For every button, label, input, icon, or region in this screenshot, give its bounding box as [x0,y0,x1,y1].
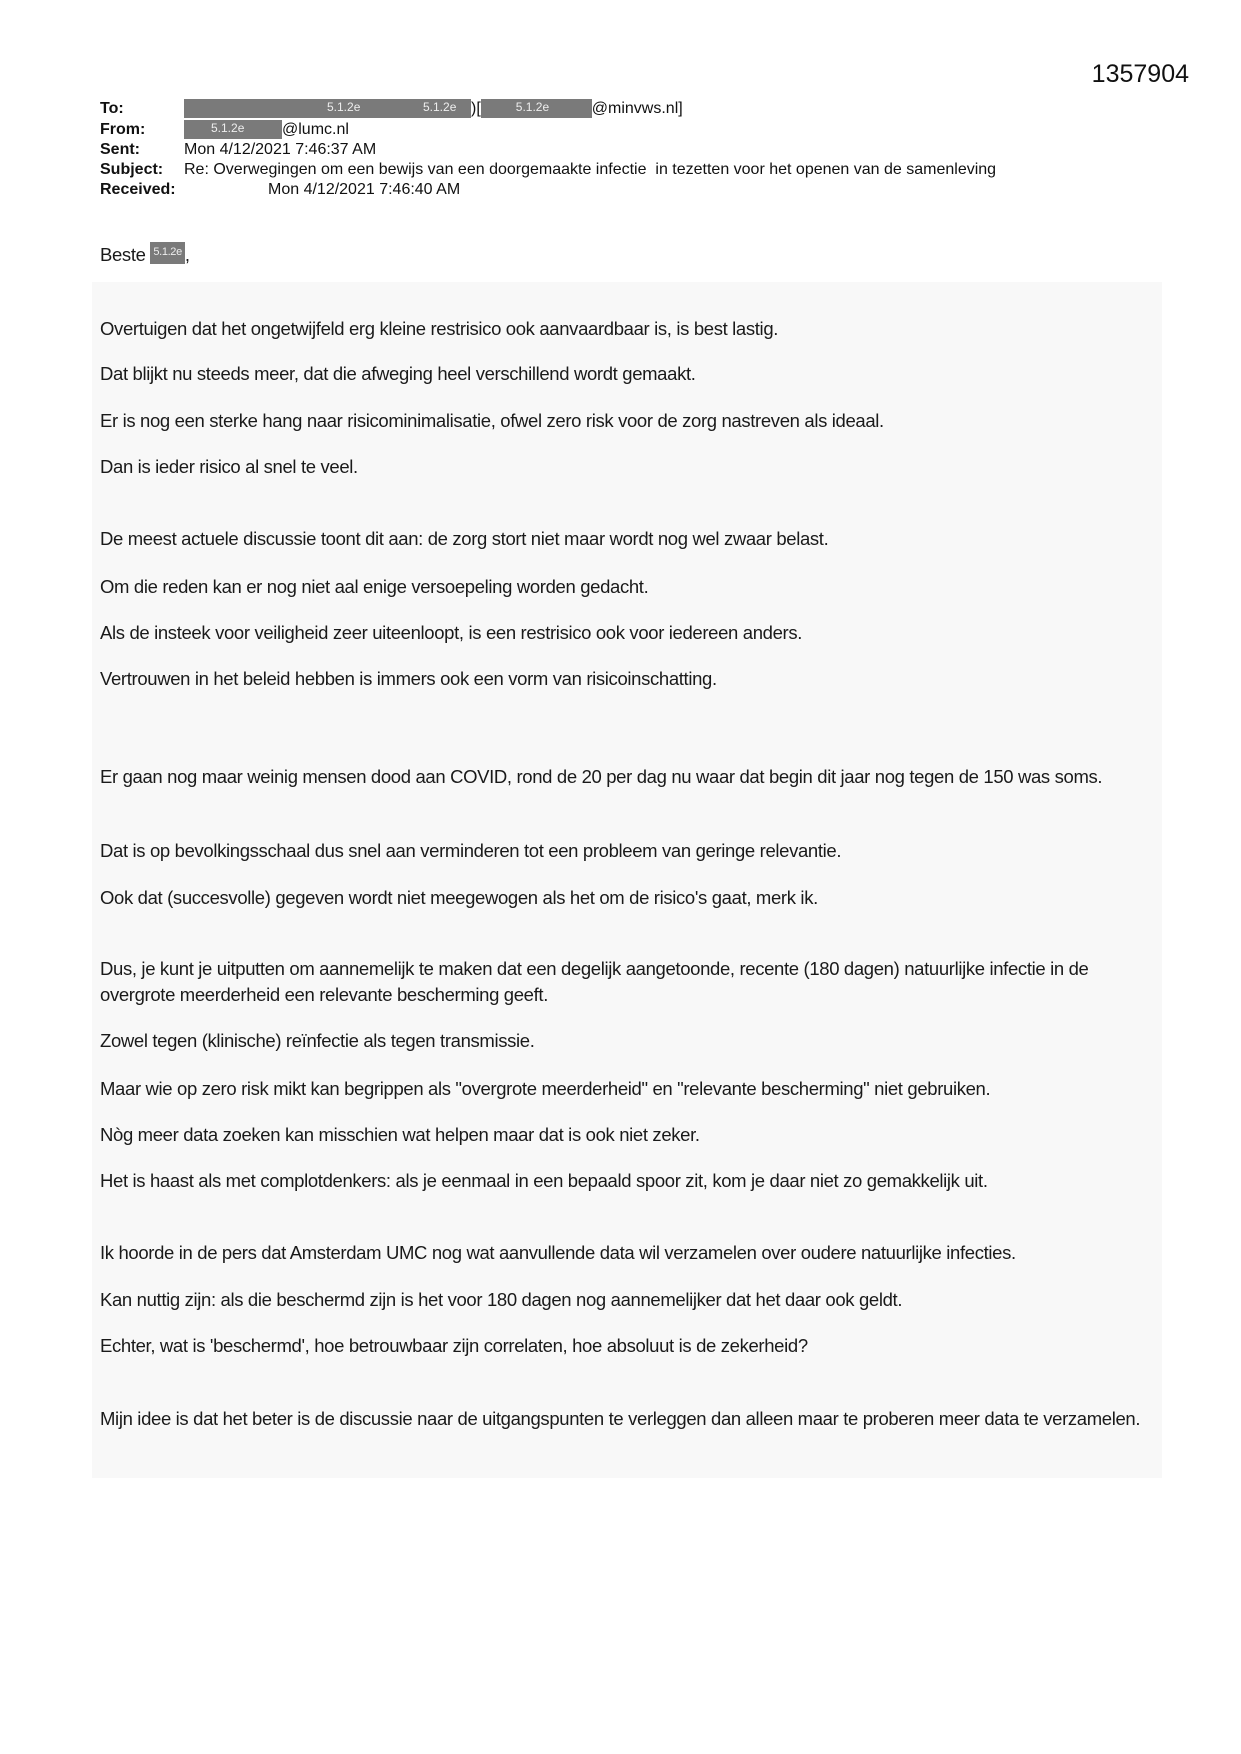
document-number: 1357904 [1091,60,1189,88]
received-value: Mon 4/12/2021 7:46:40 AM [268,181,461,198]
paragraph: Er gaan nog maar weinig mensen dood aan COVID, rond de 20 per dag nu waar dat begin dit jaar nog tegen de 150 was soms. [100,766,1103,787]
redaction-box [184,120,282,139]
from-value [184,120,349,140]
paragraph: Mijn idee is dat het beter is de discussie naar de uitgangspunten te verleggen dan alleen maar te proberen meer data te verzamelen. [100,1408,1141,1429]
received-label: Received: [100,181,176,198]
paragraph: Dat blijkt nu steeds meer, dat die afweging heel verschillend wordt gemaakt. [100,363,696,384]
paragraph: Kan nuttig zijn: als die beschermd zijn is het voor 180 dagen nog aannemelijker dat het daar ook geldt. [100,1289,903,1310]
redaction-code: 5.1.2e [515,100,550,114]
sent-value: Mon 4/12/2021 7:46:37 AM [184,141,377,158]
greeting [100,242,1160,268]
paragraph: Zowel tegen (klinische) reïnfectie als tegen transmissie. [100,1030,535,1051]
paragraph: Om die reden kan er nog niet aal enige versoepeling worden gedacht. [100,576,649,597]
redaction-box [184,99,471,118]
paragraph: Het is haast als met complotdenkers: als je eenmaal in een bepaald spoor zit, kom je daar niet zo gemakkelijk uit. [100,1170,988,1191]
redaction-code: 5.1.2e [423,100,457,114]
greeting-punct: , [184,244,190,265]
paragraph: Overtuigen dat het ongetwijfeld erg kleine restrisico ook aanvaardbaar is, is best lastig. [100,318,779,339]
redaction-box: 5.1.2e [150,242,184,264]
subject-label: Subject: [100,161,164,178]
paragraph: Dat is op bevolkingsschaal dus snel aan verminderen tot een probleem van geringe relevantie. [100,840,842,861]
paragraph: Maar wie op zero risk mikt kan begrippen als "overgrote meerderheid" en "relevante bescherming" niet gebruiken. [100,1078,991,1099]
paragraph: Dus, je kunt je uitputten om aannemelijk te maken dat een degelijk aangetoonde, recente (180 dagen) natuurlijke infectie in de overgrote meerderheid een relevante bescherming geeft. [100,958,1089,1005]
to-value [184,99,683,119]
paragraph: Vertrouwen in het beleid hebben is immers ook een vorm van risicoinschatting. [100,668,717,689]
paragraph: Er is nog een sterke hang naar risicominimalisatie, ofwel zero risk voor de zorg nastreven als ideaal. [100,410,884,431]
paragraph: Ook dat (succesvolle) gegeven wordt niet meegewogen als het om de risico's gaat, merk ik. [100,887,818,908]
paragraph: Echter, wat is 'beschermd', hoe betrouwbaar zijn correlaten, hoe absoluut is de zekerheid? [100,1335,808,1356]
redaction-box [481,99,592,118]
paragraph: Ik hoorde in de pers dat Amsterdam UMC nog wat aanvullende data wil verzamelen over oudere natuurlijke infecties. [100,1242,1016,1263]
subject-value: Re: Overwegingen om een bewijs van een doorgemaakte infectie in tezetten voor het openen van de samenleving [184,161,997,178]
redaction-code: 5.1.2e [211,121,245,135]
from-domain: @lumc.nl [282,121,349,138]
paragraph: De meest actuele discussie toont dit aan: de zorg stort niet maar wordt nog wel zwaar belast. [100,528,829,549]
paragraph: Dan is ieder risico al snel te veel. [100,456,358,477]
greeting-text: Beste [100,244,146,265]
to-domain: @minvws.nl] [591,100,683,117]
to-separator: )[ [471,100,481,117]
redaction-code: 5.1.2e [327,100,361,114]
from-label: From: [100,121,146,138]
to-label: To: [100,100,124,117]
paragraph: Als de insteek voor veiligheid zeer uiteenloopt, is een restrisico ook voor iedereen anders. [100,622,803,643]
sent-label: Sent: [100,141,140,158]
paragraph: Nòg meer data zoeken kan misschien wat helpen maar dat is ook niet zeker. [100,1124,700,1145]
